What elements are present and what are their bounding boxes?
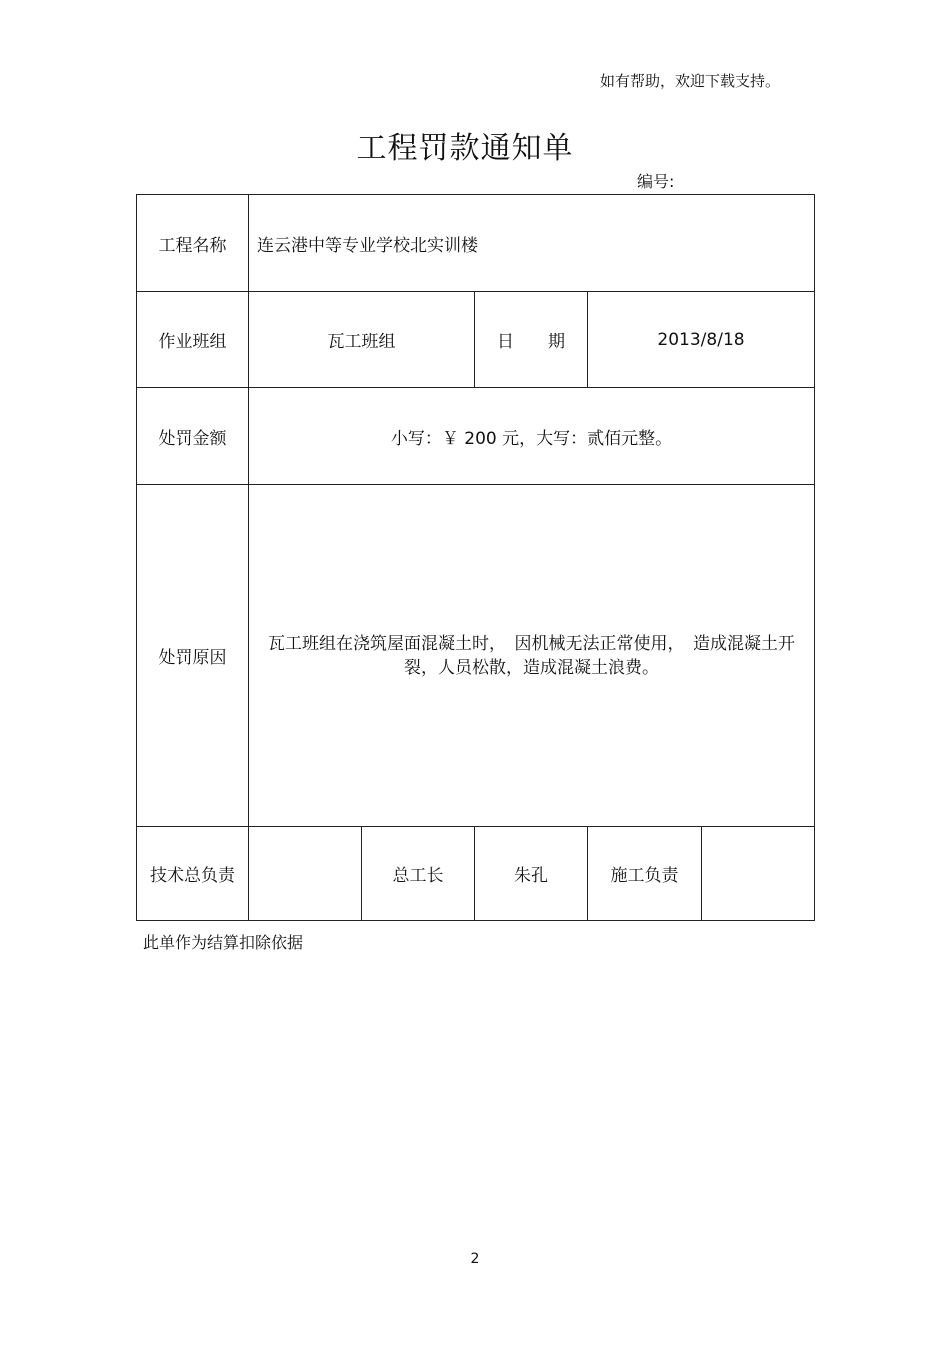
reason-label: 处罚原因	[137, 485, 249, 827]
date-label: 日 期	[475, 292, 588, 388]
team-value: 瓦工班组	[249, 292, 475, 388]
project-name-label: 工程名称	[137, 195, 249, 292]
team-label: 作业班组	[137, 292, 249, 388]
amount-row	[137, 388, 815, 485]
tech-lead-value	[249, 827, 362, 921]
project-name-value: 连云港中等专业学校北实训楼	[249, 195, 815, 292]
chief-foreman-value: 朱孔	[475, 827, 588, 921]
reason-row	[137, 485, 815, 827]
amount-label: 处罚金额	[137, 388, 249, 485]
header-note: 如有帮助，欢迎下载支持。	[599, 72, 780, 90]
project-row	[137, 195, 815, 292]
serial-number-label: 编号:	[637, 172, 675, 191]
date-value: 2013/8/18	[588, 292, 815, 388]
construction-lead-value	[702, 827, 815, 921]
chief-foreman-label: 总工长	[362, 827, 475, 921]
amount-value: 小写：￥ 200 元，大写：贰佰元整。	[249, 388, 815, 485]
signature-row	[137, 827, 815, 921]
penalty-notice-table	[136, 194, 815, 921]
reason-value: 瓦工班组在浇筑屋面混凝土时， 因机械无法正常使用， 造成混凝土开裂，人员松散，造成混凝土浪费。	[249, 485, 815, 827]
footnote: 此单作为结算扣除依据	[143, 933, 304, 952]
tech-lead-label: 技术总负责	[137, 827, 249, 921]
construction-lead-label: 施工负责	[588, 827, 702, 921]
team-row	[137, 292, 815, 388]
page-number: 2	[470, 1251, 480, 1267]
page-title: 工程罚款通知单	[356, 131, 574, 166]
